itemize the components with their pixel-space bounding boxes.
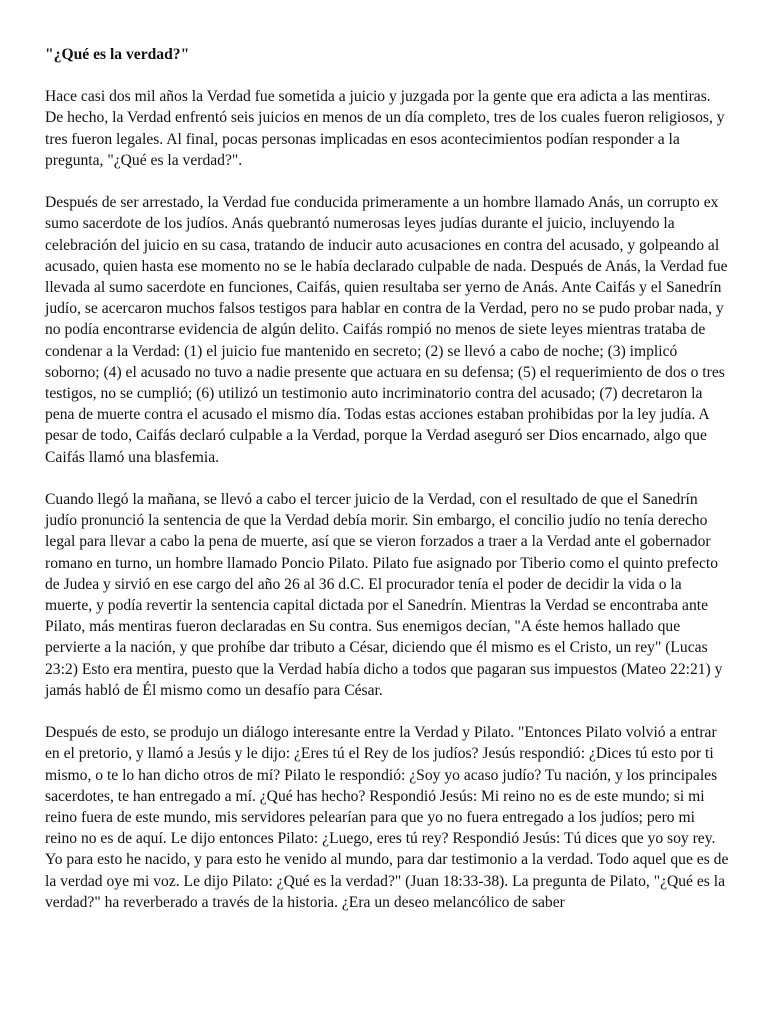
document-title: "¿Qué es la verdad?" xyxy=(45,46,190,63)
paragraph-1: Hace casi dos mil años la Verdad fue sometida a juicio y juzgada por la gente que era adicta a las mentiras. De hecho, la Verdad enfrentó seis juicios en menos de un día completo, tres de los cuales fueron religiosos, y tres fueron legales. Al final, pocas personas implicadas en esos acontecimientos podían responder a la pregunta, "¿Qué es la verdad?". xyxy=(45,88,725,169)
paragraph-2: Después de ser arrestado, la Verdad fue conducida primeramente a un hombre llamado Anás, un corrupto ex sumo sacerdote de los judíos. Anás quebrantó numerosas leyes judías durante el juicio, incluyendo la celebración del juicio en su casa, tratando de inducir auto acusaciones en contra del acusado, y golpeando al acusado, quien hasta ese momento no se le había declarado culpable de nada. Después de Anás, la Verdad fue llevada al sumo sacerdote en funciones, Caifás, quien resultaba ser yerno de Anás. Ante Caifás y el Sanedrín judío, se acercaron muchos falsos testigos para hablar en contra de la Verdad, pero no se pudo probar nada, y no podía encontrarse evidencia de algún delito. Caifás rompió no menos de siete leyes mientras trataba de condenar a la Verdad: (1) el juicio fue mantenido en secreto; (2) se llevó a cabo de noche; (3) implicó soborno; (4) el acusado no tuvo a nadie presente que actuara en su defensa; (5) el requerimiento de dos o tres testigos, no se cumplió; (6) utilizó un testimonio auto incriminatorio contra del acusado; (7) decretaron la pena de muerte contra el acusado el mismo día. Todas estas acciones estaban prohibidas por la ley judía. A pesar de todo, Caifás declaró culpable a la Verdad, porque la Verdad aseguró ser Dios encarnado, algo que Caifás llamó una blasfemia. xyxy=(45,194,728,466)
document-page xyxy=(45,44,730,934)
paragraph-4: Después de esto, se produjo un diálogo interesante entre la Verdad y Pilato. "Entonces Pilato volvió a entrar en el pretorio, y llamó a Jesús y le dijo: ¿Eres tú el Rey de los judíos? Jesús respondió: ¿Dices tú esto por ti mismo, o te lo han dicho otros de mí? Pilato le respondió: ¿Soy yo acaso judío? Tu nación, y los principales sacerdotes, te han entregado a mí. ¿Qué has hecho? Respondió Jesús: Mi reino no es de este mundo; si mi reino fuera de este mundo, mis servidores pelearían para que yo no fuera entregado a los judíos; pero mi reino no es de aquí. Le dijo entonces Pilato: ¿Luego, eres tú rey? Respondió Jesús: Tú dices que yo soy rey. Yo para esto he nacido, y para esto he venido al mundo, para dar testimonio a la verdad. Todo aquel que es de la verdad oye mi voz. Le dijo Pilato: ¿Qué es la verdad?" (Juan 18:33-38). La pregunta de Pilato, "¿Qué es la verdad?" ha reverberado a través de la historia. ¿Era un deseo melancólico de saber xyxy=(45,724,729,911)
paragraph-3: Cuando llegó la mañana, se llevó a cabo el tercer juicio de la Verdad, con el resultado de que el Sanedrín judío pronunció la sentencia de que la Verdad debía morir. Sin embargo, el concilio judío no tenía derecho legal para llevar a cabo la pena de muerte, así que se vieron forzados a traer a la Verdad ante el gobernador romano en turno, un hombre llamado Poncio Pilato. Pilato fue asignado por Tiberio como el quinto prefecto de Judea y sirvió en ese cargo del año 26 al 36 d.C. El procurador tenía el poder de decidir la vida o la muerte, y podía revertir la sentencia capital dictada por el Sanedrín. Mientras la Verdad se encontraba ante Pilato, más mentiras fueron declaradas en Su contra. Sus enemigos decían, "A éste hemos hallado que pervierte a la nación, y que prohíbe dar tributo a César, diciendo que él mismo es el Cristo, un rey" (Lucas 23:2) Esto era mentira, puesto que la Verdad había dicho a todos que pagaran sus impuestos (Mateo 22:21) y jamás habló de Él mismo como un desafío para César. xyxy=(45,491,723,699)
